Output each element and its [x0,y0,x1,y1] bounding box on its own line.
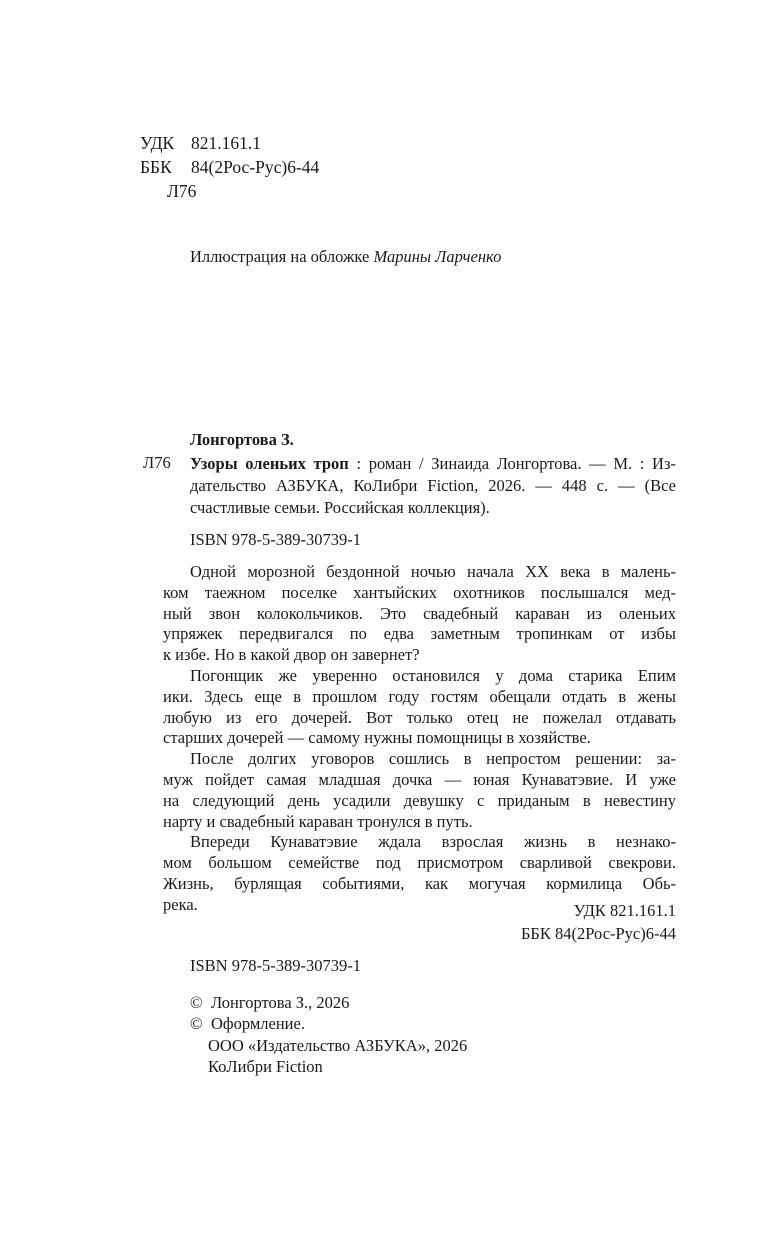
udk-right: УДК 821.161.1 [573,901,676,920]
copyright-imprint: КоЛибри Fiction [208,1057,323,1077]
author-heading: Лонгортова З. [190,430,294,449]
annotation-line: к избе. Но в какой двор он завернет? [163,645,420,665]
annotation-line: ики. Здесь еще в прошлом году гостям обещали отдать в жены [163,686,676,706]
udk-line [140,131,319,155]
annotation-line: любую из его дочерей. Вот только отец не пожелал отдавать [163,707,676,727]
copyright-author: Лонгортова З., 2026 [211,993,350,1012]
annotation-paragraph [163,666,676,749]
annotation-line: ком таежном поселке хантыйских охотников послышался мед- [163,582,676,602]
copyright-line [190,992,467,1013]
annotation-line: муж пойдет самая младшая дочка — юная Кунаватэвие. И уже [163,769,676,789]
annotation-line: Погонщик же уверенно остановился у дома старика Епим [190,665,676,685]
illustration-credit [190,247,501,267]
annotation-line: нарту и свадебный караван тронулся в путь. [163,811,473,831]
biblio-line: дательство АЗБУКА, КоЛибри Fiction, 2026. — 448 с. — (Все [190,475,676,495]
bbk-value: 84(2Рос-Рус)6-44 [191,157,320,177]
biblio-line [190,453,676,475]
annotation-line: Одной морозной бездонной ночью начала XX века в малень- [190,562,676,581]
udk-value: 821.161.1 [191,133,261,153]
book-title: Узоры оленьих троп [190,454,349,473]
copyright-symbol: © [190,993,203,1012]
annotation-line: река. [163,894,198,914]
isbn-bottom: ISBN 978-5-389-30739-1 [190,956,361,975]
biblio-line: счастливые семьи. Российская коллекция). [190,497,490,517]
annotation-line: мом большом семействе под присмотром сварливой свекрови. [163,853,676,873]
copyright-line [190,1056,467,1077]
copyright-design: Оформление. [211,1014,305,1034]
copyright-line [190,1035,467,1056]
illustration-artist-name: Марины Ларченко [373,247,502,266]
annotation-line: старших дочерей — самому нужны помощницы в хозяйстве. [163,728,591,748]
illustration-credit-prefix: Иллюстрация на обложке [190,247,374,266]
annotation-paragraph [163,749,676,832]
copyright-publisher: ООО «Издательство АЗБУКА», 2026 [208,1035,468,1055]
annotation [163,562,676,916]
author-code-line [140,179,319,203]
annotation-paragraph [163,562,676,666]
annotation-line: на следующий день усадили девушку с приданым в невестину [163,790,676,810]
annotation-line: После долгих уговоров сошлись в непростом решении: за- [190,749,676,769]
annotation-line: ный звон колокольчиков. Это свадебный караван из оленьих [163,603,676,623]
copyright-block [190,992,467,1078]
bbk-line [140,155,319,179]
biblio-line1-rest: : роман / Зинаида Лонгортова. — М. : Из- [348,454,676,473]
margin-author-code: Л76 [143,453,171,472]
isbn-top: ISBN 978-5-389-30739-1 [190,530,361,549]
bbk-label: ББК [140,157,172,177]
top-codes-block [140,131,319,203]
annotation-line: Впереди Кунаватэвие ждала взрослая жизнь в незнако- [190,832,676,852]
bibliographic-entry [190,453,676,518]
copyright-symbol: © [190,1014,203,1034]
codes-right-block [163,899,676,945]
bbk-right: ББК 84(2Рос-Рус)6-44 [520,924,676,943]
annotation-line: упряжек передвигался по едва заметным тропинкам от избы [163,624,676,644]
udk-label: УДК [140,133,175,153]
copyright-line [190,1013,467,1034]
annotation-line: Жизнь, бурлящая событиями, как могучая кормилица Обь- [163,873,676,893]
author-code: Л76 [167,181,197,201]
